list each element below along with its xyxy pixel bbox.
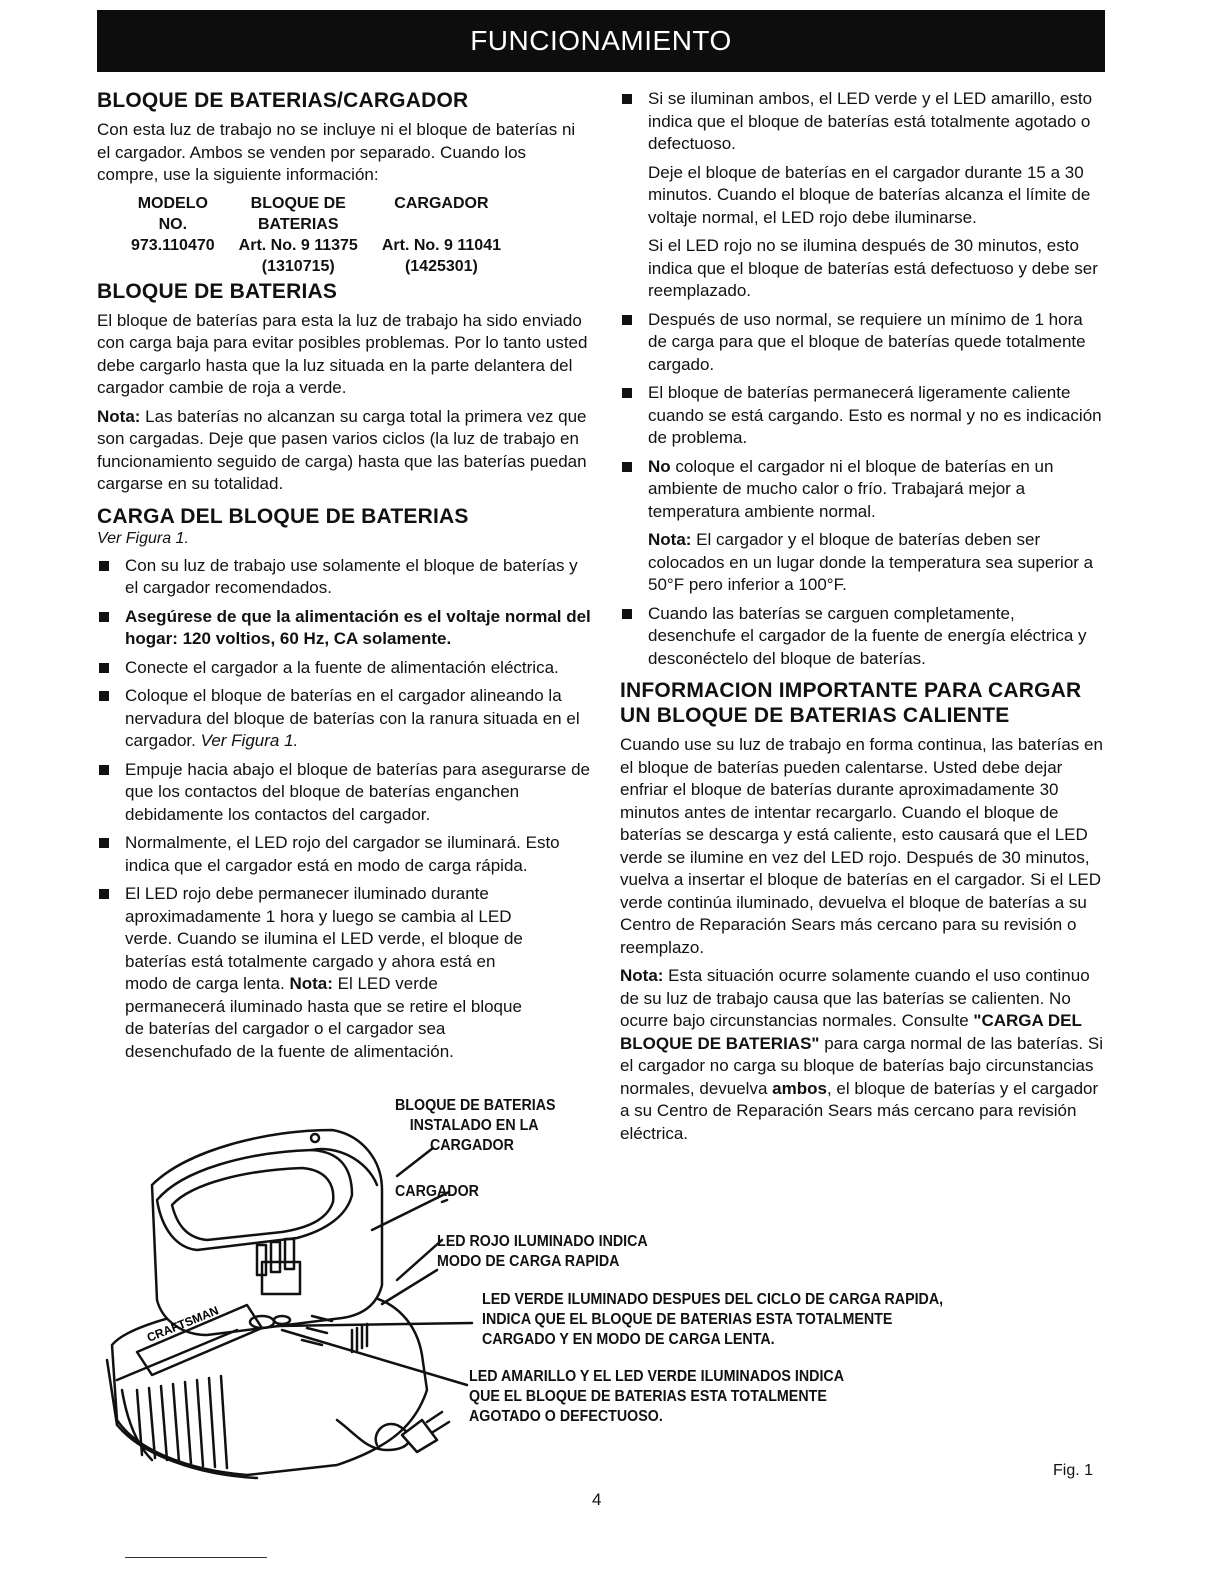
label-battery-installed: BLOQUE DE BATERIAS INSTALADO EN LA CARGADOR [395, 1097, 556, 1154]
status-list [620, 88, 1105, 156]
label-yellow-green-led: LED AMARILLO Y EL LED VERDE ILUMINADOS INDICA QUE EL BLOQUE DE BATERIAS ESTA TOTALMENTE AGOTADO O DEFECTUOSO. [469, 1368, 845, 1425]
battery-note: Nota: Las baterías no alcanzan su carga total la primera vez que son cargadas. Deje que pasen varios ciclos (la luz de trabajo en funcionamiento seguido de carga) hasta que las baterías puedan cargarse en su totalidad. [97, 406, 587, 493]
list-item: Empuje hacia abajo el bloque de baterías para asegurarse de que los contactos del bloque de baterías enganchen debidamente los contactos del cargador. [97, 759, 592, 827]
brand-mark: CRAFTSMAN [144, 1303, 221, 1345]
intro-paragraph: Con esta luz de trabajo no se incluye ni el bloque de baterías ni el cargador. Ambos se venden por separado. Cuando los compre, use la siguiente información: [97, 120, 576, 184]
sub-paragraph: Si el LED rojo no se ilumina después de 30 minutos, esto indica que el bloque de baterías está defectuoso y debe ser reemplazado. [648, 236, 1098, 300]
list-item: Coloque el bloque de baterías en el cargador alineando la nervadura del bloque de baterías con la ranura situada en el cargador. Ver Figura 1. [97, 685, 592, 753]
th-battery: BLOQUE DE BATERIAS [250, 194, 346, 233]
label-red-led: LED ROJO ILUMINADO INDICA MODO DE CARGA RAPIDA [437, 1233, 648, 1270]
figure-1 [97, 1090, 1107, 1490]
list-item: Conecte el cargador a la fuente de alimentación eléctrica. [97, 657, 592, 680]
footer-rule [125, 1557, 267, 1558]
list-item: Cuando las baterías se carguen completamente, desenchufe el cargador de la fuente de energía eléctrica y desconéctelo del bloque de baterías. [620, 603, 1105, 671]
left-column [97, 88, 592, 1063]
list-item: El LED rojo debe permanecer iluminado durante aproximadamente 1 hora y luego se cambia al LED verde. Cuando se ilumina el LED verde, el bloque de baterías está totalmente cargado y ahora está en modo de carga lenta. Nota: El LED verde permanecerá iluminado hasta que se retire el bloque de baterías del cargador o el cargador sea desenchufado de la fuente de alimentación. [97, 883, 592, 1063]
list-item: Después de uso normal, se requiere un mínimo de 1 hora de carga para que el bloque de baterías quede totalmente cargado. [620, 309, 1105, 377]
list-item: Asegúrese de que la alimentación es el voltaje normal del hogar: 120 voltios, 60 Hz, CA solamente. [97, 606, 592, 651]
hot-battery-paragraph: Cuando use su luz de trabajo en forma continua, las baterías en el bloque de baterías pueden calentarse. Usted debe dejar enfriar el bloque de baterías durante aproximadamente 30 minutos antes de intentar recargarlo. Cuando el bloque de baterías se descarga y está caliente, esto causará que el LED verde se ilumine en vez del LED rojo. Después de 30 minutos, vuelva a insertar el bloque de baterías en el cargador. Si el LED verde continúa iluminado, devuelva el bloque de baterías a su Centro de Reparación Sears más cercano para su revisión o reemplazo. [620, 735, 1103, 957]
section-banner: FUNCIONAMIENTO [97, 10, 1105, 72]
status-list-2 [620, 309, 1105, 524]
charging-list [97, 555, 592, 1064]
th-charger: CARGADOR [394, 194, 489, 212]
heading-battery-charger: BLOQUE DE BATERIAS/CARGADOR [97, 89, 469, 112]
list-item: No coloque el cargador ni el bloque de baterías en un ambiente de mucho calor o frío. Trabajará mejor a temperatura ambiente normal. [620, 456, 1105, 524]
list-item: Con su luz de trabajo use solamente el bloque de baterías y el cargador recomendados. [97, 555, 592, 600]
th-model: MODELO NO. [137, 194, 208, 233]
hot-battery-note: Nota: Esta situación ocurre solamente cuando el uso continuo de su luz de trabajo causa que las baterías se calienten. No ocurre bajo circunstancias normales. Consulte "CARGA DEL BLOQUE DE BATERIAS" para carga normal de las baterías. Si el cargador no carga su bloque de baterías bajo circunstancias normales, devuelva ambos, el bloque de baterías y el cargador a su Centro de Reparación Sears más cercano para revisión eléctrica. [620, 966, 1103, 1143]
cell-battery-art: Art. No. 9 11375 (1310715) [238, 236, 358, 275]
sub-paragraph: Deje el bloque de baterías en el cargador durante 15 a 30 minutos. Cuando el bloque de baterías alcanza el límite de voltaje normal, el LED rojo debe iluminarse. [648, 162, 1091, 227]
label-green-led: LED VERDE ILUMINADO DESPUES DEL CICLO DE CARGA RAPIDA, INDICA QUE EL BLOQUE DE BATERIAS ESTA TOTALMENTE CARGADO Y EN MODO DE CARGA LENTA. [482, 1291, 944, 1348]
status-list-3 [620, 603, 1105, 671]
battery-paragraph: El bloque de baterías para esta la luz de trabajo ha sido enviado con carga baja para evitar posibles problemas. Por lo tanto usted debe cargarlo hasta que la luz situada en la parte delantera del cargador cambie de roja a verde. [97, 310, 588, 397]
label-charger: CARGADOR [395, 1183, 479, 1200]
heading-battery-pack: BLOQUE DE BATERIAS [97, 279, 338, 303]
cell-charger-art: Art. No. 9 11041 (1425301) [381, 236, 501, 275]
list-item: Normalmente, el LED rojo del cargador se iluminará. Esto indica que el cargador está en modo de carga rápida. [97, 832, 592, 877]
model-table [119, 193, 513, 277]
see-figure-ref: Ver Figura 1. [97, 529, 189, 547]
heading-hot-battery: INFORMACION IMPORTANTE PARA CARGAR UN BLOQUE DE BATERIAS CALIENTE [620, 679, 1082, 727]
right-column [620, 88, 1105, 1145]
list-item: Si se iluminan ambos, el LED verde y el LED amarillo, esto indica que el bloque de baterías está totalmente agotado o defectuoso. [620, 88, 1105, 156]
figure-number: Fig. 1 [1053, 1462, 1094, 1479]
page-number: 4 [592, 1490, 602, 1509]
list-item: El bloque de baterías permanecerá ligeramente caliente cuando se está cargando. Esto es normal y no es indicación de problema. [620, 382, 1105, 450]
heading-charging: CARGA DEL BLOQUE DE BATERIAS [97, 504, 469, 528]
cell-model-number: 973.110470 [131, 236, 215, 254]
temperature-note: Nota: El cargador y el bloque de baterías deben ser colocados en un lugar donde la temperatura sea superior a 50°F pero inferior a 100°F. [648, 530, 1094, 594]
